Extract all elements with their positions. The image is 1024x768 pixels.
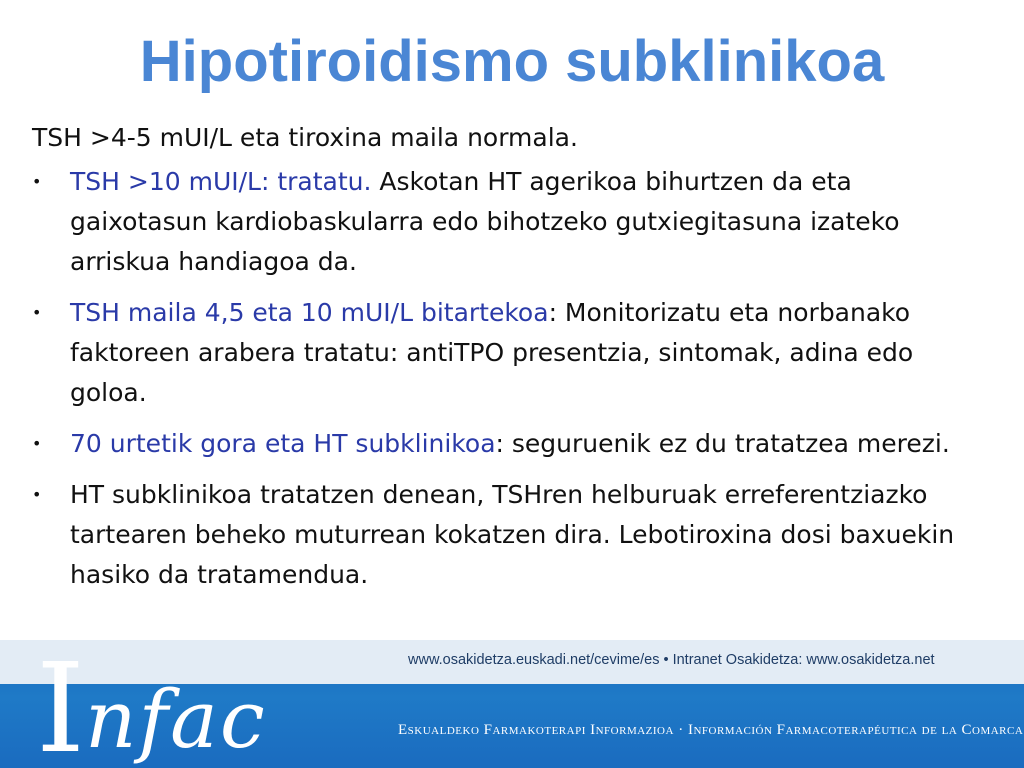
footer-banner [0, 640, 1024, 768]
slide-content [32, 118, 992, 606]
logo-text: nfac [84, 673, 267, 766]
bullet-item [32, 424, 992, 464]
infac-logo [36, 640, 267, 768]
bullet-highlight: 70 urtetik gora eta HT subklinikoa [70, 429, 496, 458]
bullet-icon: • [32, 172, 42, 191]
bullet-text: HT subklinikoa tratatzen denean, TSHren helburuak erreferentziazko tartearen beheko muturrean kokatzen dira. Lebotiroxina dosi baxuekin hasiko da tratamendua. [70, 480, 955, 589]
intro-text: TSH >4-5 mUI/L eta tiroxina maila normala. [32, 123, 578, 152]
bullet-text: : Monitorizatu eta norbanako faktoreen arabera tratatu: antiTPO presentzia, sintomak, adina edo goloa. [70, 298, 914, 407]
bullet-list [32, 162, 992, 595]
logo-initial: I [36, 640, 85, 768]
bullet-highlight: TSH maila 4,5 eta 10 mUI/L bitartekoa [70, 298, 549, 327]
bullet-item [32, 293, 992, 413]
footer-urls[interactable]: www.osakidetza.euskadi.net/cevime/es • Intranet Osakidetza: www.osakidetza.net [408, 652, 935, 668]
slide-title: Hipotiroidismo subklinikoa [139, 29, 885, 94]
bullet-text: : seguruenik ez du tratatzea merezi. [495, 429, 950, 458]
bullet-highlight: TSH >10 mUI/L: tratatu. [70, 167, 372, 196]
bullet-text: Askotan HT agerikoa bihurtzen da eta gaixotasun kardiobaskularra edo bihotzeko gutxiegitasuna izateko arriskua handiagoa da. [70, 167, 900, 276]
bullet-item [32, 162, 992, 282]
bullet-icon: • [32, 434, 42, 453]
bullet-item [32, 475, 992, 595]
bullet-icon: • [32, 303, 42, 322]
bullet-icon: • [32, 485, 42, 504]
footer-subtitle: Eskualdeko Farmakoterapi Informazioa · Información Farmacoterapéutica de la Comarca [398, 722, 1024, 738]
